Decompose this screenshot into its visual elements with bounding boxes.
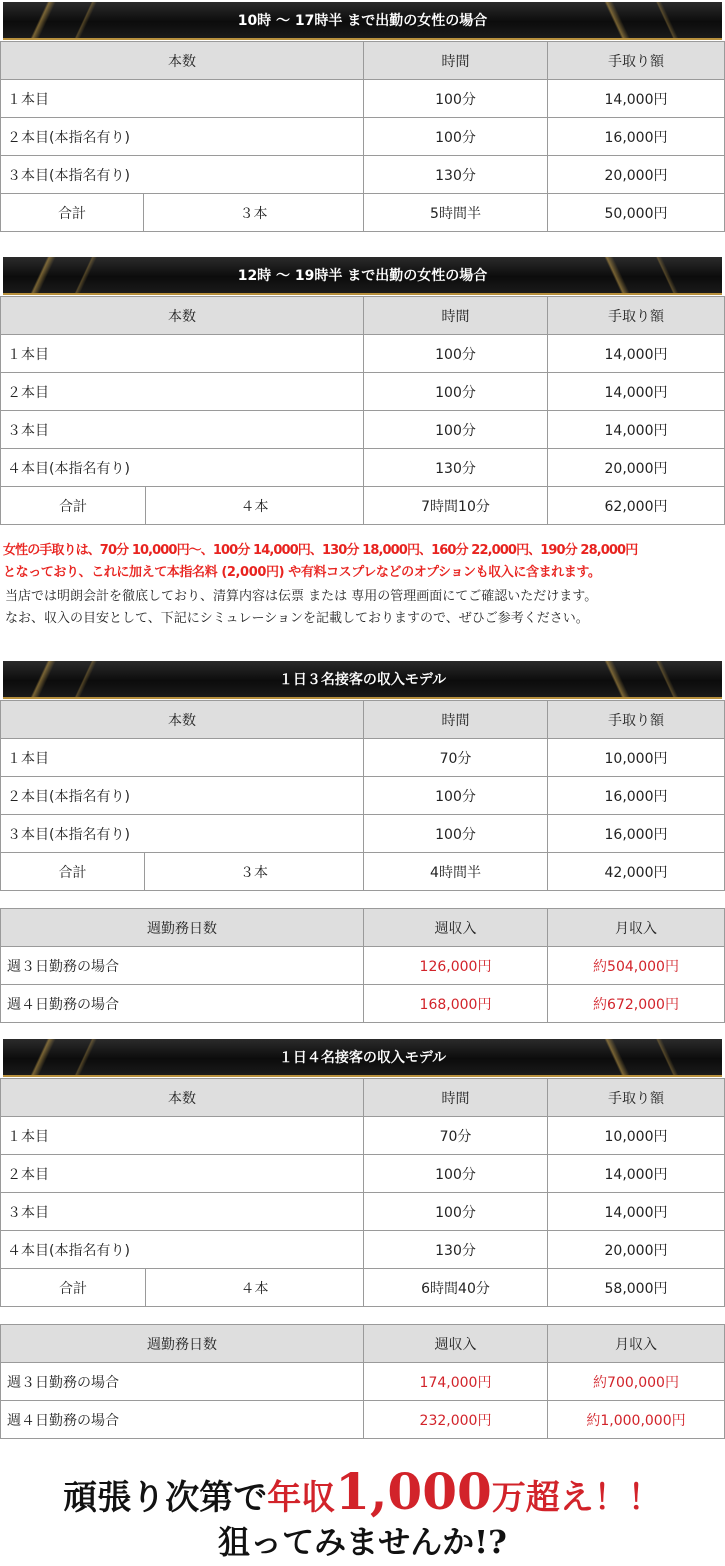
table-row <box>1 1401 725 1439</box>
row-pay: 16,000円 <box>548 118 725 156</box>
header-cell: 手取り額 <box>548 701 725 739</box>
section-title: １日４名接客の収入モデル <box>278 1050 447 1066</box>
row-time: 100分 <box>364 80 548 118</box>
row-pay: 14,000円 <box>548 80 725 118</box>
row-time: 70分 <box>364 739 548 777</box>
row-pay: 10,000円 <box>548 739 725 777</box>
pay-table <box>0 296 725 525</box>
row-label: 週３日勤務の場合 <box>1 1363 364 1401</box>
total-pay: 42,000円 <box>548 853 725 891</box>
row-label: １本目 <box>1 335 364 373</box>
row-pay: 10,000円 <box>548 1117 725 1155</box>
table-row <box>1 156 725 194</box>
catchphrase-line1 <box>0 1462 725 1522</box>
table-row <box>1 947 725 985</box>
row-pay: 14,000円 <box>548 1155 725 1193</box>
header-cell: 時間 <box>364 42 548 80</box>
header-cell: 時間 <box>364 701 548 739</box>
row-label: １本目 <box>1 1117 364 1155</box>
table-row <box>1 777 725 815</box>
row-time: 100分 <box>364 777 548 815</box>
monthly-income: 約504,000円 <box>548 947 725 985</box>
row-pay: 20,000円 <box>548 156 725 194</box>
table-header-row <box>1 909 725 947</box>
row-label: ４本目(本指名有り) <box>1 1231 364 1269</box>
header-cell: 月収入 <box>548 909 725 947</box>
row-time: 100分 <box>364 373 548 411</box>
total-count: ３本 <box>144 194 364 232</box>
table-row <box>1 118 725 156</box>
row-time: 130分 <box>364 449 548 487</box>
total-row <box>1 194 725 232</box>
pay-table <box>0 41 725 232</box>
section-banner <box>3 2 722 40</box>
header-cell: 週収入 <box>364 1325 548 1363</box>
catchphrase-line2: 狙ってみませんか!? <box>218 1523 507 1561</box>
row-time: 100分 <box>364 1193 548 1231</box>
row-pay: 14,000円 <box>548 373 725 411</box>
row-pay: 20,000円 <box>548 449 725 487</box>
total-row <box>1 1269 725 1307</box>
row-pay: 14,000円 <box>548 1193 725 1231</box>
header-cell: 週勤務日数 <box>1 909 364 947</box>
row-time: 100分 <box>364 1155 548 1193</box>
row-label: ２本目(本指名有り) <box>1 118 364 156</box>
header-cell: 手取り額 <box>548 1079 725 1117</box>
row-time: 130分 <box>364 1231 548 1269</box>
section-title: 10時 〜 17時半 まで出勤の女性の場合 <box>237 13 488 29</box>
total-label: 合計 <box>1 487 146 525</box>
catch-suffix: 万超え <box>491 1478 594 1518</box>
table-row <box>1 739 725 777</box>
row-label: 週３日勤務の場合 <box>1 947 364 985</box>
total-pay: 58,000円 <box>548 1269 725 1307</box>
note-line: 当店では明朗会計を徹底しており、清算内容は伝票 または 専用の管理画面にてご確認いただけます。 <box>5 589 598 604</box>
catch-amount: 1,000 <box>335 1462 492 1521</box>
total-row <box>1 487 725 525</box>
table-header-row <box>1 701 725 739</box>
row-time: 100分 <box>364 815 548 853</box>
total-count: ４本 <box>146 1269 364 1307</box>
section-title: 12時 〜 19時半 まで出勤の女性の場合 <box>237 268 488 284</box>
table-row <box>1 1117 725 1155</box>
section-title: １日３名接客の収入モデル <box>278 672 447 688</box>
section-banner <box>3 661 722 699</box>
row-pay: 20,000円 <box>548 1231 725 1269</box>
row-label: ２本目 <box>1 373 364 411</box>
total-time: 5時間半 <box>364 194 548 232</box>
header-cell: 手取り額 <box>548 42 725 80</box>
table-row <box>1 80 725 118</box>
total-count: ４本 <box>146 487 364 525</box>
row-pay: 14,000円 <box>548 335 725 373</box>
monthly-income: 約700,000円 <box>548 1363 725 1401</box>
row-pay: 14,000円 <box>548 411 725 449</box>
row-label: 週４日勤務の場合 <box>1 1401 364 1439</box>
row-time: 130分 <box>364 156 548 194</box>
weekly-income: 168,000円 <box>364 985 548 1023</box>
header-cell: 時間 <box>364 1079 548 1117</box>
header-cell: 月収入 <box>548 1325 725 1363</box>
row-label: ３本目 <box>1 411 364 449</box>
header-cell: 本数 <box>1 297 364 335</box>
row-time: 70分 <box>364 1117 548 1155</box>
income-table <box>0 1324 725 1439</box>
monthly-income: 約672,000円 <box>548 985 725 1023</box>
row-pay: 16,000円 <box>548 777 725 815</box>
total-pay: 62,000円 <box>548 487 725 525</box>
table-row <box>1 373 725 411</box>
row-label: ２本目(本指名有り) <box>1 777 364 815</box>
table-row <box>1 1231 725 1269</box>
row-time: 100分 <box>364 118 548 156</box>
total-row <box>1 853 725 891</box>
header-cell: 週収入 <box>364 909 548 947</box>
row-label: １本目 <box>1 739 364 777</box>
table-row <box>1 985 725 1023</box>
pay-table <box>0 700 725 891</box>
table-row <box>1 815 725 853</box>
table-row <box>1 411 725 449</box>
section-banner <box>3 1039 722 1077</box>
catch-exclaim: ！！ <box>593 1478 662 1518</box>
row-label: 週４日勤務の場合 <box>1 985 364 1023</box>
weekly-income: 232,000円 <box>364 1401 548 1439</box>
pay-table <box>0 1078 725 1307</box>
row-label: ４本目(本指名有り) <box>1 449 364 487</box>
income-table <box>0 908 725 1023</box>
header-cell: 本数 <box>1 42 364 80</box>
header-cell: 週勤務日数 <box>1 1325 364 1363</box>
row-time: 100分 <box>364 335 548 373</box>
row-pay: 16,000円 <box>548 815 725 853</box>
total-pay: 50,000円 <box>548 194 725 232</box>
note-red-line: となっており、これに加えて本指名料 (2,000円) や有料コスプレなどのオプションも収入に含まれます。 <box>3 565 601 580</box>
table-header-row <box>1 1079 725 1117</box>
row-label: ２本目 <box>1 1155 364 1193</box>
table-row <box>1 449 725 487</box>
table-header-row <box>1 297 725 335</box>
note-red-line: 女性の手取りは、70分 10,000円〜、100分 14,000円、130分 18,000円、160分 22,000円、190分 28,000円 <box>3 543 638 558</box>
monthly-income: 約1,000,000円 <box>548 1401 725 1439</box>
row-label: １本目 <box>1 80 364 118</box>
header-cell: 本数 <box>1 1079 364 1117</box>
total-time: 4時間半 <box>364 853 548 891</box>
note-line: なお、収入の目安として、下記にシミュレーションを記載しておりますので、ぜひご参考ください。 <box>5 611 589 626</box>
row-label: ３本目 <box>1 1193 364 1231</box>
total-label: 合計 <box>1 1269 146 1307</box>
section-banner <box>3 257 722 295</box>
total-label: 合計 <box>1 194 144 232</box>
row-time: 100分 <box>364 411 548 449</box>
table-row <box>1 1193 725 1231</box>
total-label: 合計 <box>1 853 145 891</box>
table-row <box>1 1363 725 1401</box>
table-row <box>1 1155 725 1193</box>
header-cell: 時間 <box>364 297 548 335</box>
header-cell: 本数 <box>1 701 364 739</box>
weekly-income: 126,000円 <box>364 947 548 985</box>
total-count: ３本 <box>145 853 364 891</box>
row-label: ３本目(本指名有り) <box>1 815 364 853</box>
catch-prefix: 頑張り次第で <box>63 1478 268 1518</box>
table-header-row <box>1 1325 725 1363</box>
table-header-row <box>1 42 725 80</box>
total-time: 7時間10分 <box>364 487 548 525</box>
header-cell: 手取り額 <box>548 297 725 335</box>
table-row <box>1 335 725 373</box>
total-time: 6時間40分 <box>364 1269 548 1307</box>
catch-annual: 年収 <box>267 1478 336 1518</box>
row-label: ３本目(本指名有り) <box>1 156 364 194</box>
pay-notes <box>3 540 723 630</box>
weekly-income: 174,000円 <box>364 1363 548 1401</box>
